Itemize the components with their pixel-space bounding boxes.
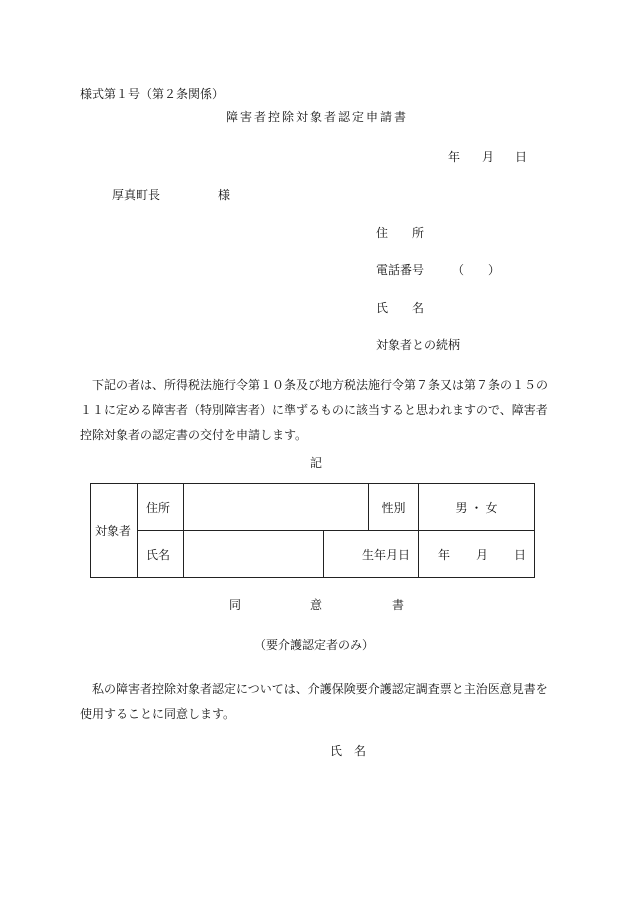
form-number: 様式第１号（第２条関係） — [80, 87, 225, 101]
address-label-cell — [138, 484, 184, 531]
birth-year-label: 年 — [437, 547, 450, 562]
address-label: 住所 — [146, 500, 171, 515]
target-label-cell — [91, 484, 138, 578]
birth-date-value-cell[interactable] — [419, 531, 535, 578]
gender-separator: ・ — [470, 500, 483, 515]
birth-label-cell — [324, 531, 419, 578]
gender-label: 性別 — [381, 500, 406, 515]
date-year-label: 年 — [448, 150, 461, 164]
addressee-honorific: 様 — [218, 188, 231, 202]
consent-heading-char-3: 書 — [392, 598, 405, 612]
consent-heading-char-2: 意 — [310, 598, 323, 612]
date-month-label: 月 — [482, 150, 495, 164]
consent-body-text: 私の障害者控除対象者認定については、介護保険要介護認定調査票と主治医意見書を使用することに同意します。 — [80, 682, 548, 721]
applicant-phone-label: 電話番号 — [376, 263, 425, 277]
address-value-cell[interactable] — [184, 484, 369, 531]
target-person-table — [90, 483, 535, 578]
gender-options-cell[interactable] — [419, 484, 535, 531]
addressee-name: 厚真町長 — [112, 188, 161, 202]
applicant-address-label: 住 所 — [376, 226, 425, 240]
target-label: 対象者 — [95, 524, 132, 538]
phone-paren-close: ） — [488, 263, 501, 277]
name-value-cell[interactable] — [184, 531, 324, 578]
applicant-name-label: 氏 名 — [376, 301, 425, 315]
document-title: 障害者控除対象者認定申請書 — [226, 110, 409, 124]
name-label-cell — [138, 531, 184, 578]
gender-male-option[interactable]: 男 — [455, 500, 468, 515]
gender-label-cell — [369, 484, 419, 531]
consent-name-label: 氏 名 — [330, 744, 367, 758]
consent-heading-char-1: 同 — [229, 598, 242, 612]
gender-female-option[interactable]: 女 — [485, 500, 498, 515]
birth-month-label: 月 — [475, 547, 488, 562]
birth-day-label: 日 — [513, 547, 526, 562]
name-label: 氏名 — [146, 547, 171, 562]
consent-subheading: （要介護認定者のみ） — [254, 638, 375, 652]
phone-paren-open: （ — [452, 263, 465, 277]
birth-date-label: 生年月日 — [361, 547, 410, 562]
application-body-text: 下記の者は、所得税法施行令第１０条及び地方税法施行令第７条又は第７条の１５の１１に定める障害者（特別障害者）に準ずるものに該当すると思われますので、障害者控除対象者の認定書の交付を申請します。 — [80, 378, 549, 442]
note-heading: 記 — [310, 456, 323, 470]
applicant-relationship-label: 対象者との続柄 — [376, 338, 461, 352]
date-day-label: 日 — [515, 150, 528, 164]
